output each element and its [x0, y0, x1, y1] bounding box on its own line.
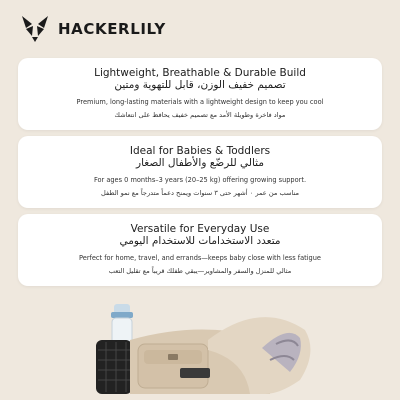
card-title-en: Ideal for Babies & Toddlers: [129, 145, 271, 157]
feature-card-babies: [18, 136, 382, 208]
card-title-en: Versatile for Everyday Use: [130, 223, 270, 235]
card-title-en: Lightweight, Breathable & Durable Build: [94, 67, 306, 79]
feature-card-versatile: [18, 214, 382, 286]
card-body-en: Premium, long-lasting materials with a lightweight design to keep you cool: [76, 98, 324, 106]
card-title-ar: متعدد الاستخدامات للاستخدام اليومي: [119, 235, 281, 247]
brand-name: HACKERLILY: [58, 20, 166, 38]
card-body-ar: مواد فاخرة وطويلة الأمد مع تصميم خفيف يحافظ على انتعاشك: [114, 111, 286, 119]
brand-header: [20, 14, 166, 44]
baby-carrier-image: [0, 290, 400, 400]
card-body-en: Perfect for home, travel, and errands—keeps baby close with less fatigue: [79, 254, 321, 262]
card-body-ar: مثالي للمنزل والسفر والمشاوير—يبقي طفلك قريباً مع تقليل التعب: [108, 267, 292, 275]
card-title-ar: تصميم خفيف الوزن، قابل للتهوية ومتين: [114, 79, 286, 91]
card-body-en: For ages 0 months–3 years (20–25 kg) offering growing support.: [93, 176, 307, 184]
card-title-ar: مثالي للرضّع والأطفال الصغار: [136, 157, 264, 169]
feature-card-lightweight: [18, 58, 382, 130]
card-body-ar: مناسب من عمر ٠ أشهر حتى ٣ سنوات ويمنح دعماً متدرجاً مع نمو الطفل: [100, 189, 300, 197]
fox-head-icon: [20, 14, 50, 44]
